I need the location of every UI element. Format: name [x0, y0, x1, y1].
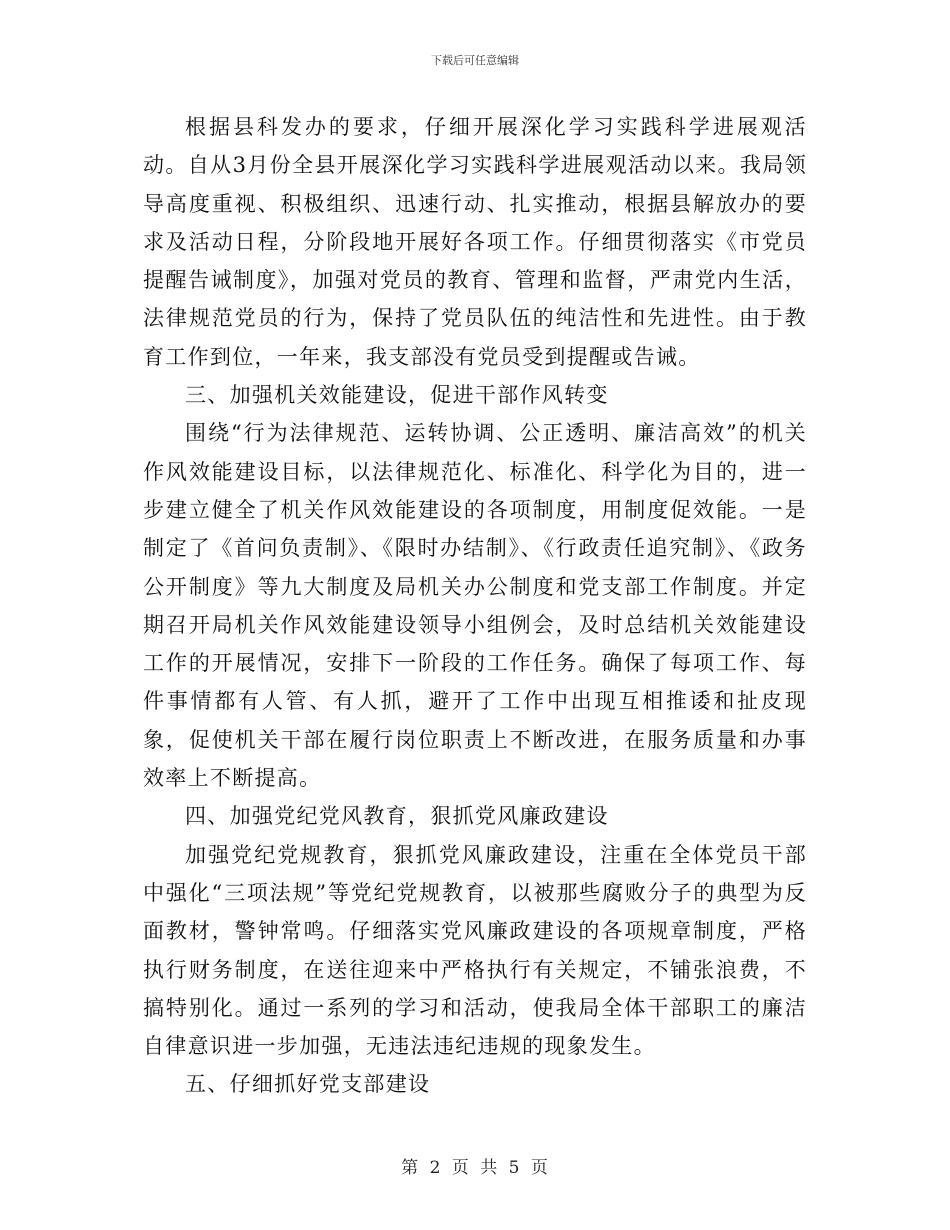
page-header-note: 下载后可任意编辑 [431, 54, 519, 67]
paragraph-efficiency-building: 围绕“行为法律规范、运转协调、公正透明、廉洁高效”的机关作风效能建设目标，以法律规范化、标准化、科学化为目的，进一步建立健全了机关作风效能建设的各项制度，用制度促效能。一是制定了《首问负责制》、《限时办结制》、《行政责任追究制》、《政务公开制度》等九大制度及局机关办公制度和党支部工作制度。并定期召开局机关作风效能建设领导小组例会，及时总结机关效能建设工作的开展情况，安排下一阶段的工作任务。确保了每项工作、每件事情都有人管、有人抓，避开了工作中出现互相推诿和扯皮现象，促使机关干部在履行岗位职责上不断改进，在服务质量和办事效率上不断提高。 [143, 421, 807, 791]
section-heading-3: 三、加强机关效能建设，促进干部作风转变 [185, 383, 609, 408]
paragraph-discipline-education: 加强党纪党规教育，狠抓党风廉政建设，注重在全体党员干部中强化“三项法规”等党纪党规教育，以被那些腐败分子的典型为反面教材，警钟常鸣。仔细落实党风廉政建设的各项规章制度，严格执行财务制度，在送往迎来中严格执行有关规定，不铺张浪费，不搞特别化。通过一系列的学习和活动，使我局全体干部职工的廉洁自律意识进一步加强，无违法违纪违规的现象发生。 [143, 842, 807, 1059]
paragraph-activity-intro: 根据县科发办的要求，仔细开展深化学习实践科学进展观活动。自从3月份全县开展深化学习实践科学进展观活动以来。我局领导高度重视、积极组织、迅速行动、扎实推动，根据县解放办的要求及活动日程，分阶段地开展好各项工作。仔细贯彻落实《市党员提醒告诫制度》，加强对党员的教育、管理和监督，严肃党内生活，法律规范党员的行为，保持了党员队伍的纯洁性和先进性。由于教育工作到位，一年来，我支部没有党员受到提醒或告诫。 [143, 115, 807, 369]
document-body [143, 108, 807, 1104]
page-number: 第 2 页 共 5 页 [401, 1158, 549, 1178]
section-heading-4: 四、加强党纪党风教育，狠抓党风廉政建设 [185, 804, 609, 829]
section-heading-5: 五、仔细抓好党支部建设 [185, 1072, 431, 1097]
